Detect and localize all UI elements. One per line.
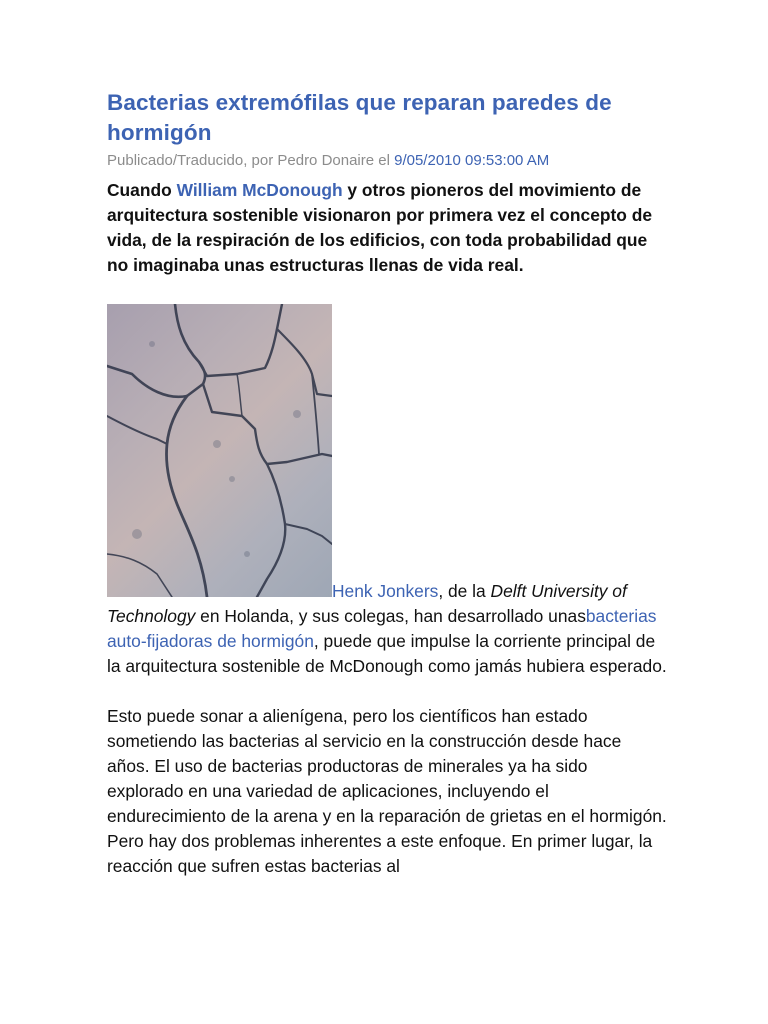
paragraph-alien: Esto puede sonar a alienígena, pero los científicos han estado sometiendo las bacterias al servicio en la construcción desde hace años. El uso de bacterias productoras de minerales ya ha sido explorado en una variedad de aplicaciones, incluyendo el endurecimiento de la arena y en la reparación de grietas en el hormigón. Pero hay dos problemas inherentes a este enfoque. En primer lugar, la reacción que sufren estas bacterias al	[107, 706, 667, 876]
intro-text-rest: y otros pioneros del movimiento de arquitectura sostenible visionaron por primera vez el concepto de vida, de la respiración de los edificios, con toda probabilidad que no imaginaba unas estructuras llenas de vida real.	[107, 180, 653, 275]
delft-university-name: Delft University of Technology	[107, 581, 627, 626]
paragraph1-text-2: en Holanda, y sus colegas, han desarrollado unas	[195, 606, 586, 626]
cracked-concrete-image	[107, 304, 332, 597]
article	[107, 88, 667, 879]
intro-text-start: Cuando	[107, 180, 177, 200]
intro-paragraph	[107, 178, 667, 278]
paragraph1-text-1: , de la	[438, 581, 491, 601]
concrete-cracks-icon	[107, 304, 332, 597]
self-healing-bacteria-link[interactable]: bacterias auto-fijadoras de hormigón	[107, 606, 657, 651]
byline-author: Publicado/Traducido, por Pedro Donaire el	[107, 152, 395, 169]
henk-jonkers-link[interactable]: Henk Jonkers	[332, 581, 439, 601]
paragraph1-text-3: , puede que impulse la corriente principal de la arquitectura sostenible de McDonough como jamás hubiera esperado.	[107, 631, 667, 676]
article-title: Bacterias extremófilas que reparan paredes de hormigón	[107, 90, 612, 145]
byline	[107, 151, 667, 171]
william-mcdonough-link[interactable]: William McDonough	[176, 180, 343, 200]
byline-date-link[interactable]: 9/05/2010 09:53:00 AM	[394, 152, 550, 169]
paragraph-jonkers	[107, 304, 667, 679]
